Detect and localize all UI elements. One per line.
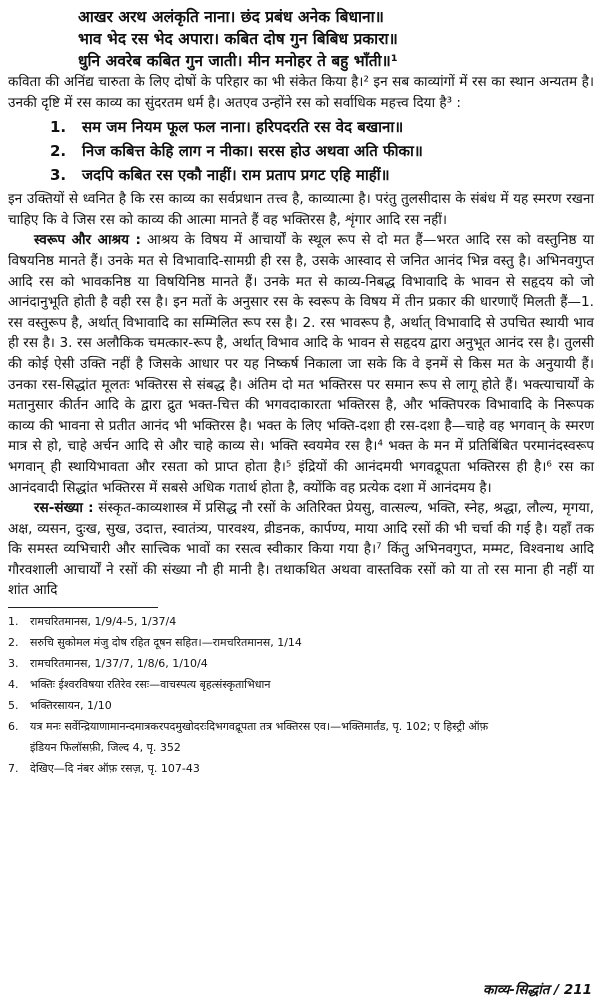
- paragraph-intro: कविता की अनिंद्य चारुता के लिए दोषों के परिहार का भी संकेत किया है।² इन सब काव्यांगों में रस का स्थान अन्यतम है। उनकी दृष्टि में रस काव्य का सुंदरतम धर्म है। अतएव उन्होंने रस को सर्वाधिक महत्त्व दिया है³ :: [8, 74, 594, 111]
- footnote-text: यत्र मनः सर्वेन्द्रियाणामानन्दमात्रकरपदमुखोदरःदिभगवद्रूपता तत्र भक्तिरस एव।—भक्तिमार्तंड, पृ. 102; ए हिस्ट्री ऑफ़: [30, 720, 489, 734]
- page-footer: काव्य-सिद्धांत / 211: [482, 982, 592, 998]
- footnote-continuation: इंडियन फिलॉसफ़ी, जिल्द 4, पृ. 352: [30, 741, 181, 755]
- paragraph-conclusion: इन उक्तियों से ध्वनित है कि रस काव्य का सर्वप्रधान तत्त्व है, काव्यात्मा है। परंतु तुलसीदास के संबंध में यह स्मरण रखना चाहिए कि वे जिस रस को काव्य की आत्मा मानते हैं वह भक्तिरस है, शृंगार आदि रस नहीं।: [8, 191, 594, 228]
- footnote: [8, 695, 594, 716]
- quote-number: 1.: [50, 118, 67, 137]
- quote-number: 3.: [50, 166, 67, 185]
- verse-block: [8, 6, 594, 72]
- verse-line: भाव भेद रस भेद अपारा। कबित दोष गुन बिबिध प्रकारा॥: [78, 30, 398, 48]
- footnote-number: 4.: [8, 678, 19, 692]
- footnote-divider: [8, 607, 158, 608]
- verse-line: आखर अरथ अलंकृति नाना। छंद प्रबंध अनेक बिधाना॥: [78, 8, 384, 26]
- section-heading: रस-संख्या :: [34, 500, 94, 517]
- footnote: [8, 632, 594, 653]
- quote-text: निज कबित्त केहि लाग न नीका। सरस होउ अथवा अति फीका॥: [82, 142, 423, 161]
- paragraph-body: आश्रय के विषय में आचार्यों के स्थूल रूप से दो मत हैं—भरत आदि रस को वस्तुनिष्ठ या विषयनिष्ठ मानते हैं। उनके मत से विभावादि-सामग्री ही रस है, उसके आस्वाद से जनित आनंद भिन्न वस्तु है। अभिनवगुप्त आदि रस को भावकनिष्ठ या विषयिनिष्ठ मानते हैं। उनके मत से काव्य-निबद्ध विभावादि के भावन से सहृदय को जो आनंदानुभूति होती है वही रस है। इन मतों के अनुसार रस के स्वरूप के विषय में तीन प्रकार की धारणाएँ मिलती हैं—1. रस वस्तुरूप है, अर्थात् विभावादि का सम्मिलित रूप रस है। 2. रस भावरूप है, अर्थात् विभावादि से उपचित स्थायी भाव ही रस है। 3. रस अलौकिक चमत्कार-रूप है, अर्थात् विभाव आदि के भावन से सहृदय द्वारा अनुभूत आनंद रस है। तुलसी की कोई ऐसी उक्ति नहीं है जिसके आधार पर यह निष्कर्ष निकाला जा सके कि वे इनमें से किस मत के अनुयायी हैं। उनका रस-सिद्धांत मूलतः भक्तिरस से संबद्ध है। अंतिम दो मत भक्तिरस पर समान रूप से लागू होते हैं। भक्त्याचार्यों के मतानुसार कीर्तन आदि के द्वारा द्रुत भक्त-चित्त की भगवदाकारता भक्तिरस है, और भक्तिपरक विभावादि के निरूपक काव्य की भावना से प्रतीत आनंद भी भक्तिरस है। भक्त के लिए भक्ति-दशा ही रस-दशा है—चाहे वह भगवान् के स्मरण मात्र से हो, चाहे अर्चन आदि से और चाहे काव्य से। भक्ति स्वयमेव रस है।⁴ भक्त के मन में प्रतिबिंबित परमानंदस्वरूप भगवान् ही स्थायिभावता और रसता को प्राप्त होता है।⁵ इंद्रियों की आनंदमयी भगवद्रूपता भक्तिरस ही है।⁶ रस का आनंदवादी सिद्धांत भक्तिरस में सबसे अधिक गतार्थ होता है, क्योंकि वह प्रत्येक दशा में आनंदमय है।: [8, 232, 594, 496]
- quote-item: [8, 115, 594, 139]
- paragraph-body: संस्कृत-काव्यशास्त्र में प्रसिद्ध नौ रसों के अतिरिक्त प्रेयसु, वात्सल्य, भक्ति, स्नेह, श्रद्धा, लौल्य, मृगया, अक्ष, व्यसन, दुःख, सुख, उदात्त, स्वातंत्र्य, पारवश्य, व्रीडनक, कार्पण्य, माया आदि रसों की भी चर्चा की गई है। यहाँ तक कि समस्त व्यभिचारी और सात्त्विक भावों का रसत्व स्वीकार किया गया है।⁷ किंतु अभिनवगुप्त, मम्मट, विश्वनाथ आदि गौरवशाली आचार्यों ने रसों की संख्या नौ ही मानी है। तथाकथित अथवा वास्तविक रसों को या तो रस माना ही नहीं या शांत आदि: [8, 500, 595, 599]
- footnote: [8, 611, 594, 632]
- section-heading: स्वरूप और आश्रय :: [34, 232, 141, 249]
- footnote-number: 7.: [8, 762, 19, 776]
- footnotes: [8, 611, 594, 779]
- footnote-number: 6.: [8, 720, 19, 734]
- paragraph-ras-sankhya: [8, 498, 594, 601]
- footnote-number: 3.: [8, 657, 19, 671]
- footnote: [8, 674, 594, 695]
- quote-item: [8, 139, 594, 163]
- verse-line: धुनि अवरेब कबित गुन जाती। मीन मनोहर ते बहु भाँती॥¹: [78, 52, 398, 70]
- quote-text: सम जम नियम फूल फल नाना। हरिपदरति रस वेद बखाना॥: [82, 118, 404, 137]
- footnote: [8, 653, 594, 674]
- footnote-text: रामचरितमानस, 1/37/7, 1/8/6, 1/10/4: [30, 657, 208, 671]
- quote-item: [8, 163, 594, 187]
- footnote-text: रामचरितमानस, 1/9/4-5, 1/37/4: [30, 615, 177, 629]
- footnote-number: 2.: [8, 636, 19, 650]
- footnote-text: भक्तिरसायन, 1/10: [30, 699, 112, 713]
- paragraph-svaroop: [8, 230, 594, 498]
- quote-number: 2.: [50, 142, 67, 161]
- footnote-text: देखिए—दि नंबर ऑफ़ रसज़, पृ. 107-43: [30, 762, 200, 776]
- footnote: [8, 716, 594, 758]
- footnote-text: भक्तिः ईश्वरविषया रतिरेव रसः—वाचस्पत्य बृहत्संस्कृताभिधान: [30, 678, 271, 692]
- quote-text: जदपि कबित रस एकौ नाहीं। राम प्रताप प्रगट एहि माहीं॥: [82, 166, 390, 185]
- footnote-text: सरुचि सुकोमल मंजु दोष रहित दूषन सहित।—रामचरितमानस, 1/14: [30, 636, 302, 650]
- footnote-number: 1.: [8, 615, 19, 629]
- quote-list: [8, 115, 594, 187]
- footnote-number: 5.: [8, 699, 19, 713]
- footnote: [8, 758, 594, 779]
